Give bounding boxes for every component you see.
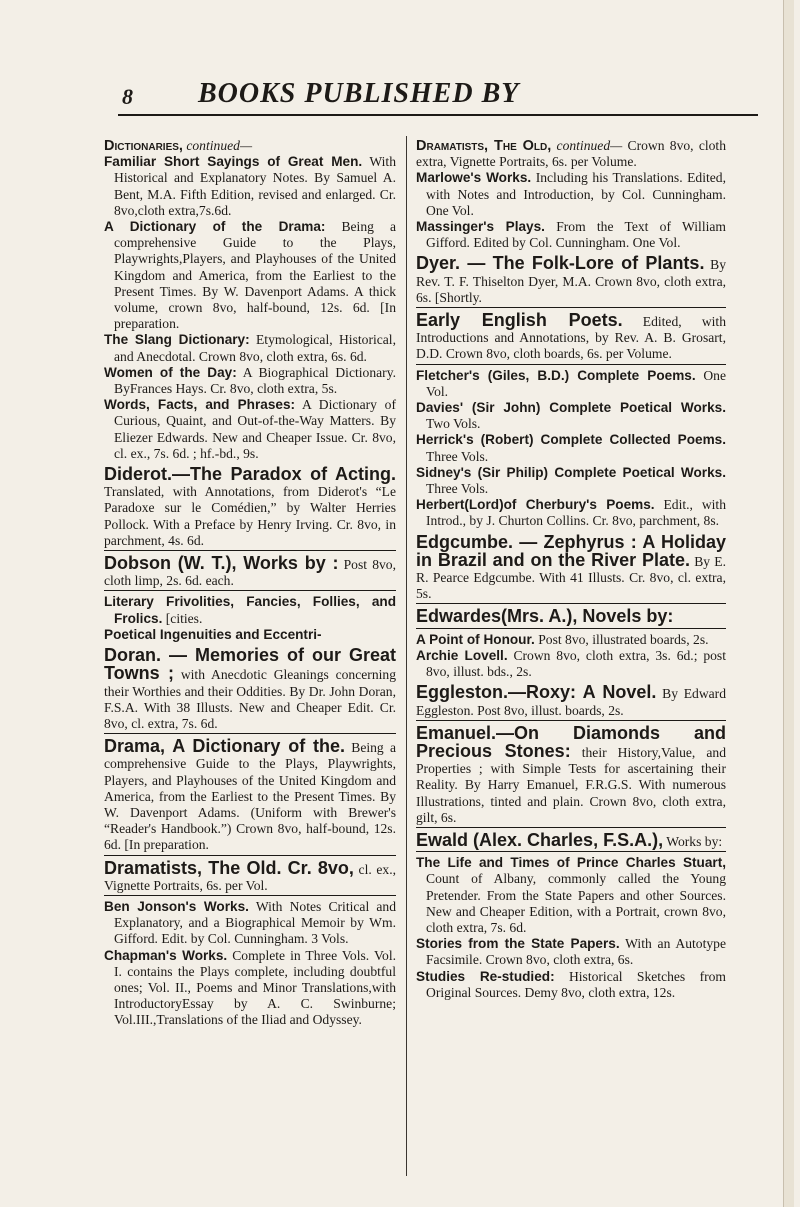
entry-title: Fletcher's (Giles, B.D.) Complete Poems. (416, 367, 696, 383)
page-edge (783, 0, 794, 1207)
catalogue-entry (416, 255, 726, 308)
entry-text: Translated, with Annotations, from Diderot's “Le Paradoxe sur le Comédien,” by Walter Herries Pollock. With a Preface by Henry Irving. Cr. 8vo, in parchment, 4s. 6d. (104, 484, 396, 548)
entry-text: Works by: (663, 833, 723, 849)
entry-text: By E. R. Pearce Edgcumbe. With 41 Illusts. Cr. 8vo, cl. extra, 5s. (416, 553, 726, 602)
entry-text: Three Vols. (426, 448, 489, 464)
column-divider (406, 136, 407, 1176)
entry-heading: Early English Poets. (416, 310, 623, 331)
entry-text: One Vol. (426, 367, 726, 399)
entry-text: With Historical and Explanatory Notes. By Samuel A. Bent, M.A. Fifth Edition, revised and enlarged. Cr. 8vo,cloth extra,7s.6d. (114, 154, 396, 218)
catalogue-entry (416, 219, 726, 251)
entry-text: Etymological, Historical, and Anecdotal. Crown 8vo, cloth extra, 6s. 6d. (114, 332, 396, 364)
catalogue-entry (416, 531, 726, 605)
catalogue-entry (416, 368, 726, 400)
catalogue-entry (416, 312, 726, 365)
header-rule (118, 114, 758, 116)
entry-text: cl. ex., Vignette Portraits, 6s. per Vol. (104, 861, 396, 893)
entry-title: Ben Jonson's Works. (104, 898, 249, 914)
entry-title: A Dictionary of the Drama: (104, 219, 326, 235)
entry-title: Studies Re-studied: (416, 968, 555, 984)
entry-text: Being a comprehensive Guide to the Plays, Playwrights,Players, and Playhouses of the United Kingdom and America, from the Earliest to the Present Times. By W. Davenport Adams. A thick volume, crown 8vo, half-bound, 12s. 6d. [In preparation. (114, 219, 396, 332)
entry-continued: continued— (551, 138, 623, 153)
entry-title: Poetical Ingenuities and Eccentri- (104, 626, 322, 642)
catalogue-entry (104, 899, 396, 948)
left-column (104, 138, 396, 1029)
catalogue-entry (104, 219, 396, 332)
entry-text: Complete in Three Vols. Vol. I. contains the Plays complete, including doubtful ones; Vol. II., Poems and Minor Translations,with IntroductoryEssay by A. C. Swinburne; Vol.III.,Translations of the Iliad and Odyssey. (114, 947, 396, 1028)
entry-text: their History,Value, and Properties ; with Simple Tests for ascertaining their Reality. By Harry Emanuel, F.R.G.S. With numerous Illustrations, tinted and plain. Crown 8vo, cloth extra, gilt, 6s. (416, 744, 726, 825)
entry-text: Crown 8vo, cloth extra, 3s. 6d.; post 8vo, illust. bds., 2s. (426, 647, 726, 680)
entry-heading: Drama, A Dictionary of the. (104, 736, 346, 757)
entry-title: Archie Lovell. (416, 647, 508, 663)
catalogue-entry (416, 936, 726, 968)
entry-text: Post 8vo, cloth limp, 2s. 6d. each. (104, 557, 396, 589)
catalogue-entry (104, 738, 396, 855)
entry-text: A Biographical Dictionary. ByFrances Hays. Cr. 8vo, cloth extra, 5s. (114, 364, 397, 397)
catalogue-entry (104, 138, 396, 154)
catalogue-entry (416, 648, 726, 680)
entry-text: Edit., with Introd., by J. Churton Collins. Cr. 8vo, parchment, 8s. (426, 497, 726, 529)
entry-heading: Dramatists, The Old, (416, 138, 552, 154)
entry-text: By Edward Eggleston. Post 8vo, illust. boards, 2s. (416, 686, 727, 718)
catalogue-entry (416, 608, 726, 628)
entry-title: A Point of Honour. (416, 631, 535, 647)
entry-title: Chapman's Works. (104, 947, 228, 963)
entry-heading: Diderot.—The Paradox of Acting. (104, 464, 396, 485)
entry-title: Literary Frivolities, Fancies, Follies, and Frolics. (104, 594, 396, 626)
right-column (416, 138, 726, 1001)
catalogue-entry (416, 170, 726, 219)
catalogue-entry (104, 948, 396, 1029)
entry-heading: Ewald (Alex. Charles, F.S.A.), (416, 829, 664, 850)
entry-text: Two Vols. (426, 416, 481, 432)
entry-text: With Notes Critical and Explanatory, and a Biographical Memoir by Wm. Gifford. Edit. by Col. Cunningham. 3 Vols. (114, 898, 396, 947)
entry-text: Count of Albany, commonly called the Young Pretender. From the State Papers and other Sources. New and Cheaper Edition, with a Portrait, crown 8vo, cloth extra, 7s. 6d. (426, 871, 726, 935)
catalogue-entry (416, 684, 726, 720)
catalogue-entry (416, 138, 726, 170)
entry-text: A Dictionary of Curious, Quaint, and Out-of-the-Way Matters. By Eliezer Edwards. New and Cheaper Issue. Cr. 8vo, cl. ex., 7s. 6d. ; hf.-bd., 9s. (114, 397, 396, 461)
catalogue-entry (416, 722, 726, 828)
entry-title: The Life and Times of Prince Charles Stuart, (416, 855, 726, 871)
catalogue-entry (104, 555, 396, 591)
entry-title: Familiar Short Sayings of Great Men. (104, 154, 363, 170)
entry-text: Historical Sketches from Original Sources. Demy 8vo, cloth extra, 12s. (426, 968, 726, 1000)
page-number: 8 (122, 84, 133, 109)
entry-text: [cities. (162, 610, 203, 626)
entry-text: From the Text of William Gifford. Edited by Col. Cunningham. One Vol. (426, 219, 726, 251)
catalogue-entry (416, 432, 726, 464)
entry-text: Including his Translations. Edited, with Notes and Introduction, by Col. Cunningham. One Vol. (426, 170, 726, 218)
page-header (0, 78, 800, 128)
catalogue-entry (416, 400, 726, 432)
entry-title: Davies' (Sir John) Complete Poetical Works. (416, 400, 726, 416)
catalogue-entry (104, 857, 396, 896)
catalogue-entry (416, 829, 726, 852)
entry-title: Stories from the State Papers. (416, 936, 620, 952)
entry-heading: Edgcumbe. — Zephyrus : A Holiday in Brazil and on the River Plate. (416, 531, 726, 570)
catalogue-entry (104, 397, 396, 462)
catalogue-entry (104, 154, 396, 219)
catalogue-entry (416, 632, 726, 648)
entry-text: With an Autotype Facsimile. Crown 8vo, cloth extra, 6s. (426, 936, 726, 968)
catalogue-entry (416, 465, 726, 497)
running-title: BOOKS PUBLISHED BY (198, 78, 520, 109)
entry-title: Massinger's Plays. (416, 219, 545, 235)
entry-text: Being a comprehensive Guide to the Plays, Playwrights, Players, and Playhouses of the United Kingdom and America, from the Earliest to the Present Times. By W. Davenport Adams. (Uniform with Brewer's “Reader's Handbook.”) Crown 8vo, half-bound, 12s. 6d. [In preparation. (104, 740, 396, 853)
catalogue-entry (104, 594, 396, 626)
catalogue-entry (416, 855, 726, 936)
entry-title: Marlowe's Works. (416, 170, 532, 186)
entry-text: with Anecdotic Gleanings concerning their Worthies and their Oddities. By Dr. John Doran, F.S.A. With 38 Illusts. New and Cheaper Edit. Cr. 8vo, cl. extra, 7s. 6d. (104, 667, 396, 731)
entry-title: Herbert(Lord)of Cherbury's Poems. (416, 497, 655, 513)
entry-title: Women of the Day: (104, 364, 237, 380)
entry-heading: Eggleston.—Roxy: A Novel. (416, 682, 657, 703)
entry-title: Words, Facts, and Phrases: (104, 397, 296, 413)
entry-title: Herrick's (Robert) Complete Collected Poems. (416, 432, 726, 448)
catalogue-entry (416, 497, 726, 529)
entry-text: Post 8vo, illustrated boards, 2s. (534, 631, 709, 647)
catalogue-entry (416, 969, 726, 1001)
entry-text: Three Vols. (426, 481, 489, 497)
entry-heading: Doran. — Memories of our Great Towns ; (104, 645, 396, 684)
entry-heading: Emanuel.—On Diamonds and Precious Stones: (416, 722, 726, 761)
catalogue-entry (104, 647, 396, 734)
entry-text: Crown 8vo, cloth extra, Vignette Portraits, 6s. per Volume. (416, 138, 727, 170)
catalogue-entry (104, 466, 396, 551)
entry-text: Edited, with Introductions and Annotations, by Rev. A. B. Grosart, D.D. Crown 8vo, cloth boards, 6s. per Volume. (416, 314, 726, 362)
entry-heading: Edwardes(Mrs. A.), Novels by: (416, 606, 674, 627)
entry-text: By Rev. T. F. Thiselton Dyer, M.A. Crown 8vo, cloth extra, 6s. [Shortly. (416, 257, 726, 305)
entry-heading: Dyer. — The Folk-Lore of Plants. (416, 253, 705, 274)
catalogue-entry (104, 332, 396, 364)
entry-title: The Slang Dictionary: (104, 332, 250, 348)
entry-heading: Dictionaries, (104, 138, 183, 154)
catalogue-entry (104, 627, 396, 643)
catalogue-entry (104, 365, 396, 397)
entry-continued: continued— (182, 138, 253, 153)
entry-heading: Dobson (W. T.), Works by : (104, 553, 339, 574)
entry-heading: Dramatists, The Old. Cr. 8vo, (104, 857, 354, 878)
entry-title: Sidney's (Sir Philip) Complete Poetical Works. (416, 464, 726, 480)
